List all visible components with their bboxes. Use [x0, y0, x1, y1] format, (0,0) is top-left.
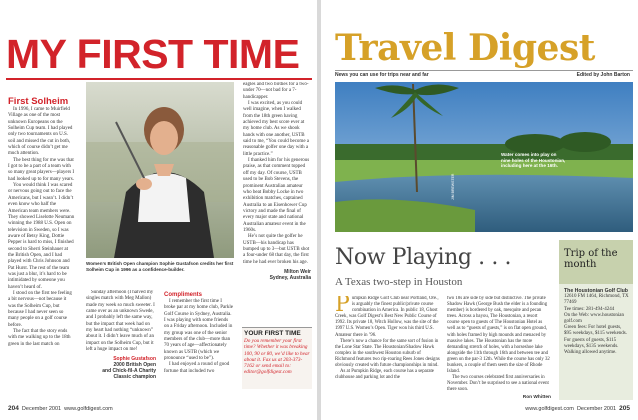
article-column-3 — [164, 290, 234, 406]
course-illustration — [335, 82, 633, 232]
byline-gustafson — [86, 356, 156, 380]
folio-month: December 2001 — [21, 406, 62, 412]
travel-column-1 — [335, 296, 441, 402]
paragraph: The fact that the story ends with me walking up to the 18th green in the last match on — [8, 329, 71, 347]
right-page — [321, 0, 638, 420]
title-rule — [6, 78, 312, 80]
paragraph: I was excited, as you could well imagine, when I walked from the 18th green having achieved my best score ever at my home club. As we shook hands with one another, USTB said to me, “You could become a reasonable golfer one day with a little practice.” — [243, 101, 310, 157]
travel-digest-title: Travel Digest — [335, 27, 595, 69]
your-first-time-box — [242, 327, 312, 389]
golfer-photo — [86, 82, 234, 258]
trip-of-the-month-box — [559, 240, 633, 400]
paragraph: I stood on the first tee feeling a bit nervous—not because it was the Solheim Cup, but because I had never seen so many people on a golf course before. — [8, 290, 72, 328]
byline-name: Milton Weir — [284, 268, 311, 275]
golfer-illustration — [86, 82, 234, 258]
page-number: 205 — [619, 405, 630, 412]
paragraph: I thanked him for his generous praise, as that comment topped off my day. Of course, USTB used to be Bob Stevens, the prominent Australian amateur who beat Bobby Locke in two exhibition matches, captained Australia to an Eisenhower Cup victory and made the final of every major state and national Australian amateur event in the 1960s. — [243, 158, 310, 233]
photo-caption-left: Women’s British Open champion Sophie Gustafson credits her first Solheim Cup in 1996 as a confidence-builder. — [86, 261, 234, 272]
photo-credit: JIM BREWSTER — [451, 173, 455, 200]
paragraph-text: umpkin Ridge Golf Club near Portland, Ore., is arguably the finest public/private course combination in America. In public 18, Ghost Creek, was Golf Digest’s Best New Public Course of 1992. Its private 18, Witch Hollow, was the site of the 1997 U.S. Women’s Open. Tiger won his third U.S. Amateur there in ’96. — [335, 296, 439, 338]
paragraph: He’s not quite the golfer he USTB—his handicap has bumped up to 3—but USTB shot a four-under 68 that day, the first time he had ever broken his age. — [243, 234, 310, 265]
byline-line: and Chick-fil-A Charity — [102, 368, 156, 375]
sidebar-title: YOUR FIRST TIME — [244, 330, 301, 337]
trip-details — [564, 288, 630, 356]
travel-column-2 — [447, 296, 551, 402]
article-column-2 — [86, 290, 156, 406]
section-head-first-solheim: First Solheim — [8, 96, 69, 107]
trip-fees: Green fees: For hotel guests, $95 weekdays, $115 weekends. For guests of guests, $115 weekdays, $135 weekends. Walking allowed anytime. — [564, 325, 627, 356]
byline-line: Sydney, Australia — [269, 274, 311, 281]
photo-caption-right: Water comes into play on nine holes of the Houstonian, including here at the 16th. — [501, 152, 566, 168]
trip-address: 12610 FM 1464, Richmond, TX 77469 — [564, 294, 629, 306]
folio-left — [8, 405, 113, 412]
headline-deck: A Texas two-step in Houston — [335, 276, 463, 288]
folio-site: www.golfdigest.com — [525, 406, 574, 412]
byline-name: Sophie Gustafson — [113, 356, 156, 363]
trip-web: On the Web: www.houstonian golf.com — [564, 312, 625, 325]
drop-cap: P — [335, 296, 350, 317]
section-head-compliments: Compliments — [164, 292, 203, 298]
article-column-1 — [8, 96, 75, 406]
paragraph: The best thing for me was that I got to be a part of a team with so many great players—players I had looked up to for many years. — [8, 157, 75, 182]
paragraph: I remember the first time I broke par at my home club, Parkle Golf Course in Sydney, Australia. I was playing with some friends on a Friday afternoon. Included in my group was one of the senior members of the club—more than 70 years of age—affectionately known as USTB (which we pronounce “used to be”). — [164, 299, 234, 362]
folio-right — [525, 405, 630, 412]
byline-line: Classic champion — [113, 374, 156, 381]
paragraph: You would think I was scared or nervous going out to face the Americans, but I wasn’t. I didn’t even know who half the American team members were. They showed Liselotte Neumann winning the 1988 U.S. Open on television in Sweden, so I was aware of Betsy King, Dottie Pepper is hard to miss, I finished second to Sherri Steinhauer at the British Open, and I had played with Chris Johnson and Pat Hurst. The rest of the team was just a blur, it’s hard to be intimidated by someone you haven’t heard of. — [8, 183, 75, 290]
headline-now-playing: Now Playing . . . — [335, 245, 512, 270]
article-column-4 — [243, 82, 311, 282]
page-number: 204 — [8, 405, 19, 412]
paragraph — [335, 296, 441, 339]
paragraph: In 1996, I came to Muirfield Village as one of the most unknown Europeans on the Solheim Cup team. I had played only two tournaments on U.S. soil and missed the cut in both, which of course didn’t get me much attention. — [8, 107, 73, 157]
paragraph: Sunday afternoon (I halved my singles match with Meg Mallon) made my week so much sweeter. I came over as an unknown Swede, and I probably left the same way, but the impact that week had on my heart had nothing “unknown” about it. I didn’t leave much of an impact on the Solheim Cup, but it left a huge impact on me! — [86, 290, 155, 353]
byline-line: 2000 British Open — [113, 362, 156, 369]
paragraph: eagles and two birdies for a two-under 70—not bad for a 7-handicapper. — [243, 82, 309, 100]
folio-site: www.golfdigest.com — [64, 406, 113, 412]
paragraph: As at Pumpkin Ridge, each course has a separate clubhouse and parking lot and the — [335, 369, 434, 381]
byline-weir — [243, 269, 311, 281]
edited-by: Edited by John Barton — [576, 72, 630, 78]
trip-tee-times: Tee times: 281-494-4244 — [564, 306, 615, 312]
left-page — [0, 0, 317, 420]
travel-digest-subtitle: News you can use for trips near and far — [335, 72, 429, 78]
paragraph: I had enjoyed a round of good fortune that included two — [164, 362, 230, 374]
byline-whitten: Ron Whitten — [522, 394, 551, 400]
paragraph: There’s now a chance for the same sort of fusion in the Lone Star State. The Houstonian/Shadow Hawk complex in the southwest Houston suburb of Richmond features two rip-roaring Rees Jones designs obviously created with future championships in mind. — [335, 338, 440, 369]
paragraph: The two courses celebrated first anniversaries in November. Don’t be surprised to see a national event there soon. — [447, 375, 549, 393]
trip-club-name: The Houstonian Golf Club — [564, 288, 628, 294]
trip-header — [559, 240, 633, 284]
trip-title: Trip of the month — [564, 248, 618, 270]
folio-month: December 2001 — [576, 406, 617, 412]
paragraph: two 18s are side by side but distinctive. The private Shadow Hawk (George Bush the elder is a founding member) is bordered by oak, mesquite and pecan trees. Across a bayou, The Houstonian, a resort course open to guests of The Houstonian Hotel as well as to “guests of guests,” is on flat open ground, with holes framed by high mounds and menaced by massive lakes. The Houstonian has the more demanding stretch of holes, with a horseshoe lake alongside the 11th through 16th and between tee and green on the par-3 12th. While the course has only 32 bunkers, a couple of them seem the size of Rhode Island. — [447, 296, 550, 375]
sidebar-text: Do you remember your first time? Whether it was breaking 100, 90 or 80, we’d like to hear about it. Fax us at 203-373-7162 or send email to: editor@golfdigest.com — [244, 338, 310, 376]
title-rule — [335, 70, 633, 71]
page-title-my-first-time: MY FIRST TIME — [6, 31, 300, 77]
golf-course-photo — [335, 82, 633, 232]
